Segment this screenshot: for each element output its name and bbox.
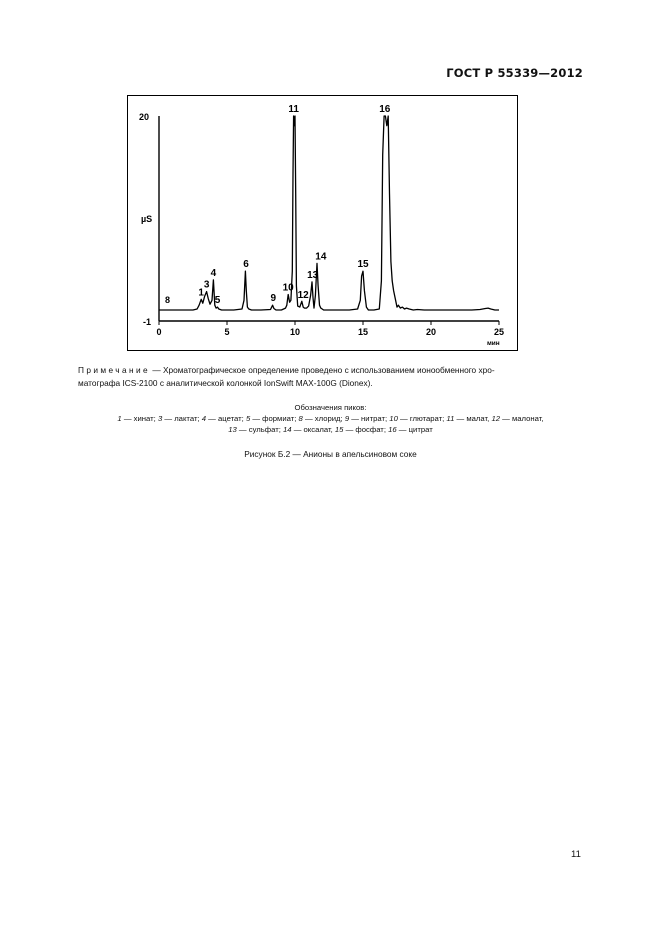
legend-peak-number: 4 <box>201 414 207 424</box>
legend-peak-number: 10 <box>389 414 398 424</box>
peak-label-12: 12 <box>297 290 309 302</box>
legend-peak-name: — малонат, <box>500 414 544 424</box>
legend-peak-number: 11 <box>446 414 455 424</box>
legend-peak-name: — сульфат; <box>236 425 283 435</box>
legend-peak-name: — цитрат <box>396 425 433 435</box>
note-text-line2: матографа ICS-2100 с аналитической колонкой IonSwift MAX-100G (Dionex). <box>78 377 373 388</box>
peak-label-10: 10 <box>282 282 294 294</box>
legend-peak-number: 9 <box>344 414 350 424</box>
legend-heading: Обозначения пиков: <box>294 403 367 412</box>
legend-line-2 <box>60 424 601 435</box>
legend-peak-name: — хинат; <box>121 414 158 424</box>
legend-line-1 <box>60 413 601 424</box>
legend-peak-number: 1 <box>117 414 122 424</box>
figure-note <box>78 364 582 389</box>
standard-code-header: ГОСТ Р 55339—2012 <box>446 66 583 80</box>
legend-peak-number: 12 <box>491 414 501 424</box>
legend-peak-number: 13 <box>228 425 237 435</box>
legend-peak-number: 8 <box>298 414 303 424</box>
legend-peak-number: 15 <box>334 425 344 435</box>
legend-peak-number: 3 <box>157 414 163 424</box>
peak-label-5: 5 <box>214 295 221 307</box>
y-unit-label: µS <box>141 214 153 224</box>
legend-peak-name: — нитрат; <box>349 414 390 424</box>
figure-caption: Рисунок Б.2 — Анионы в апельсиновом соке <box>244 449 417 459</box>
peak-label-3: 3 <box>203 279 210 291</box>
peak-label-11: 11 <box>288 104 299 115</box>
peak-label-9: 9 <box>270 293 277 305</box>
chromatogram-chart <box>128 96 517 350</box>
x-ticks <box>156 321 504 337</box>
y-tick-label-bottom: -1 <box>143 317 152 327</box>
peak-label-16: 16 <box>379 104 391 115</box>
peak-label-6: 6 <box>243 259 249 271</box>
peak-label-1: 1 <box>198 287 204 299</box>
x-tick-label: 0 <box>156 327 162 337</box>
x-tick-label: 20 <box>425 327 437 337</box>
page-number: 11 <box>571 849 581 860</box>
x-tick-label: 5 <box>224 327 230 337</box>
x-tick-label: 15 <box>357 327 369 337</box>
y-tick-label-top: 20 <box>139 112 150 122</box>
legend-peak-name: — лактат; <box>162 414 202 424</box>
peak-label-14: 14 <box>315 251 327 263</box>
legend-peak-name: — фосфат; <box>343 425 389 435</box>
note-text-line1: — Хроматографическое определение проведено с использованием ионообменного хро- <box>150 365 495 375</box>
legend-peak-name: — глютарат; <box>397 414 447 424</box>
x-tick-label: 25 <box>493 327 505 337</box>
note-title: Примечание <box>78 365 151 375</box>
legend-peak-name: — формиат; <box>250 414 299 424</box>
x-unit-label: мин <box>487 340 500 347</box>
chromatogram-figure <box>127 95 518 351</box>
legend-peak-number: 14 <box>283 425 292 435</box>
legend-peak-name: — малат, <box>454 414 492 424</box>
peak-label-13: 13 <box>307 269 319 281</box>
peak-legend <box>60 402 601 436</box>
legend-peak-number: 5 <box>245 414 251 424</box>
chromatogram-trace <box>159 116 499 310</box>
peak-label-15: 15 <box>357 259 369 271</box>
legend-peak-name: — хлорид; <box>302 414 345 424</box>
peak-label-4: 4 <box>210 267 217 279</box>
legend-peak-name: — оксалат, <box>291 425 335 435</box>
legend-peak-number: 16 <box>388 425 397 435</box>
baseline-peak-label: 8 <box>165 295 171 305</box>
x-tick-label: 10 <box>289 327 301 337</box>
legend-peak-name: — ацетат; <box>206 414 246 424</box>
